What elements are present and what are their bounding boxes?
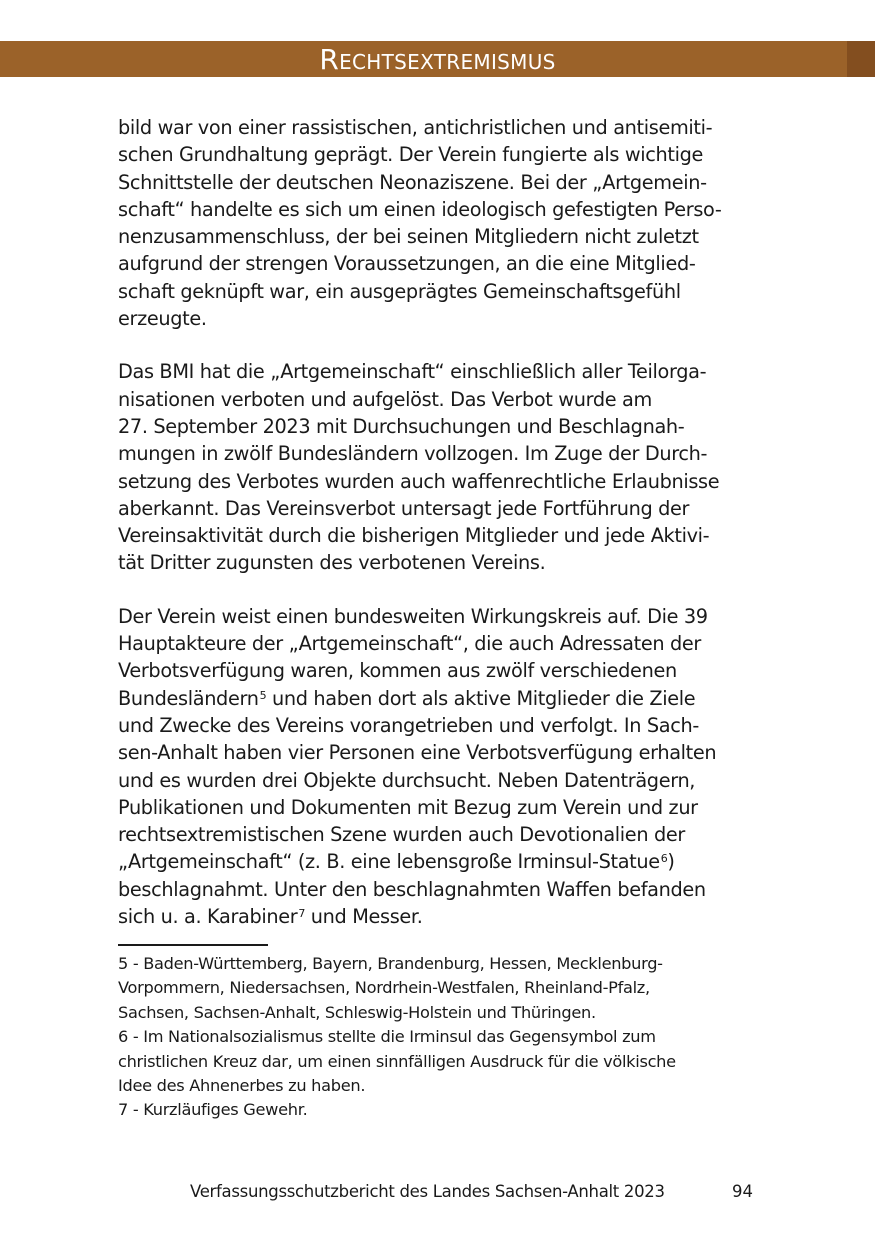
text-line: Sachsen, Sachsen-Anhalt, Schleswig-Holstein und Thüringen. xyxy=(118,1002,596,1022)
text-segment: sich u. a. Karabiner xyxy=(118,905,298,929)
footnote-reference: 5 xyxy=(259,688,267,702)
text-line: und Zwecke des Vereins vorangetrieben und verfolgt. In Sach- xyxy=(118,713,699,737)
footnote xyxy=(118,1098,763,1122)
text-line: rechtsextremistischen Szene wurden auch Devotionalien der xyxy=(118,823,685,847)
text-line: mungen in zwölf Bundesländern vollzogen. Im Zuge der Durch- xyxy=(118,442,708,466)
text-line: Hauptakteure der „Artgemeinschaft“, die auch Adressaten der xyxy=(118,632,701,656)
paragraph xyxy=(118,603,763,931)
footnotes xyxy=(118,952,763,1123)
text-line: 27. September 2023 mit Durchsuchungen und Beschlagnah- xyxy=(118,414,685,438)
text-line: aufgrund der strengen Voraussetzungen, an die eine Mitglied- xyxy=(118,252,696,276)
text-line: sen-Anhalt haben vier Personen eine Verbotsverfügung erhalten xyxy=(118,741,717,765)
text-line: Vereinsaktivität durch die bisherigen Mitglieder und jede Aktivi- xyxy=(118,524,710,548)
text-segment: Bundesländern xyxy=(118,686,259,710)
text-line xyxy=(118,903,763,930)
text-line: setzung des Verbotes wurden auch waffenrechtliche Erlaubnisse xyxy=(118,469,720,493)
text-line: 5 - Baden-Württemberg, Bayern, Brandenburg, Hessen, Mecklenburg- xyxy=(118,954,663,973)
text-segment: und haben dort als aktive Mitglieder die Ziele xyxy=(266,686,696,710)
text-segment: „Artgemeinschaft“ (z. B. eine lebensgroße Irminsul-Statue xyxy=(118,850,660,874)
paragraph xyxy=(118,114,763,332)
paragraph xyxy=(118,358,763,576)
text-line: Schnittstelle der deutschen Neonaziszene. Bei der „Artgemein- xyxy=(118,170,707,194)
text-line: aberkannt. Das Vereinsverbot untersagt jede Fortführung der xyxy=(118,496,690,520)
text-line xyxy=(118,848,763,875)
text-line: schaft“ handelte es sich um einen ideologisch gefestigten Perso- xyxy=(118,197,722,221)
main-text xyxy=(118,114,763,956)
text-line: Das BMI hat die „Artgemeinschaft“ einschließlich aller Teilorga- xyxy=(118,360,707,384)
text-line: schaft geknüpft war, ein ausgeprägtes Gemeinschaftsgefühl xyxy=(118,279,681,303)
section-title: Rechtsextremismus xyxy=(319,43,556,76)
text-line: tät Dritter zugunsten des verbotenen Vereins. xyxy=(118,551,546,575)
text-line: Publikationen und Dokumenten mit Bezug zum Verein und zur xyxy=(118,795,698,819)
text-line: christlichen Kreuz dar, um einen sinnfälligen Ausdruck für die völkische xyxy=(118,1051,676,1071)
text-line: 6 - Im Nationalsozialismus stellte die Irminsul das Gegensymbol zum xyxy=(118,1027,656,1047)
text-line: beschlagnahmt. Unter den beschlagnahmten Waffen befanden xyxy=(118,877,706,901)
footnote xyxy=(118,1025,763,1098)
text-segment: und Messer. xyxy=(305,905,423,929)
footnote xyxy=(118,952,763,1025)
text-line: nisationen verboten und aufgelöst. Das Verbot wurde am xyxy=(118,387,652,411)
text-line: 7 - Kurzläufiges Gewehr. xyxy=(118,1100,308,1120)
text-line: schen Grundhaltung geprägt. Der Verein fungierte als wichtige xyxy=(118,143,704,167)
text-line: Vorpommern, Niedersachsen, Nordrhein-Westfalen, Rheinland-Pfalz, xyxy=(118,978,650,998)
footnote-separator xyxy=(118,944,268,946)
text-line xyxy=(118,685,763,712)
text-line: Der Verein weist einen bundesweiten Wirkungskreis auf. Die 39 xyxy=(118,604,708,628)
text-line: erzeugte. xyxy=(118,307,207,331)
text-segment: ) xyxy=(667,850,675,874)
text-line: Idee des Ahnenerbes zu haben. xyxy=(118,1076,366,1096)
footnote-reference: 7 xyxy=(298,907,306,921)
footnote-reference: 6 xyxy=(660,852,668,866)
text-line: nenzusammenschluss, der bei seinen Mitgliedern nicht zuletzt xyxy=(118,225,699,249)
page-number: 94 xyxy=(732,1182,753,1201)
text-line: bild war von einer rassistischen, antichristlichen und antisemiti- xyxy=(118,116,713,139)
footer-publication: Verfassungsschutzbericht des Landes Sachsen-Anhalt 2023 xyxy=(190,1182,665,1201)
text-line: und es wurden drei Objekte durchsucht. Neben Datenträgern, xyxy=(118,768,696,792)
text-line: Verbotsverfügung waren, kommen aus zwölf verschiedenen xyxy=(118,659,677,683)
